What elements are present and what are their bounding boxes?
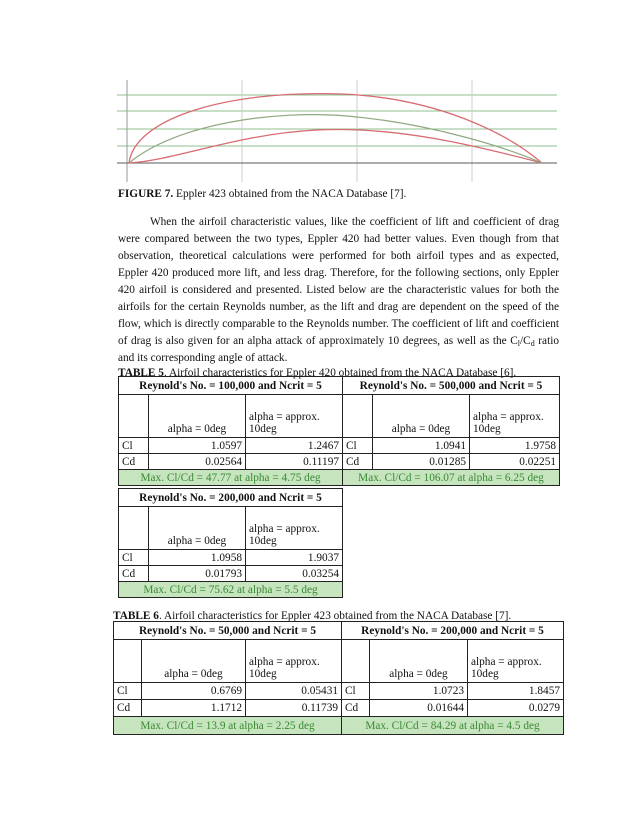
table-cell: 1.8457 — [468, 683, 564, 700]
table-cell: 0.02251 — [470, 454, 560, 470]
row-label: Cl — [114, 683, 142, 700]
column-header: alpha = 0deg — [149, 395, 246, 438]
paragraph-end-text: ratio and its corresponding angle of attack. — [118, 335, 559, 364]
blank-cell — [119, 395, 149, 438]
table-cell: 0.11197 — [246, 454, 343, 470]
max-ratio-cell: Max. Cl/Cd = 13.9 at alpha = 2.25 deg — [114, 717, 342, 735]
table-cell: 0.0279 — [468, 700, 564, 717]
max-ratio-cell: Max. Cl/Cd = 47.77 at alpha = 4.75 deg — [119, 470, 343, 486]
row-label: Cl — [119, 550, 149, 566]
row-label: Cd — [119, 566, 149, 582]
blank-cell — [114, 640, 142, 683]
table-cell: 1.0941 — [373, 438, 470, 454]
table-cell: 0.02564 — [149, 454, 246, 470]
max-ratio-cell: Max. Cl/Cd = 84.29 at alpha = 4.5 deg — [342, 717, 564, 735]
subscript-d: d — [530, 339, 535, 348]
column-header: alpha = approx. 10deg — [468, 640, 564, 683]
row-label: Cd — [342, 700, 370, 717]
table-header: Reynold's No. = 200,000 and Ncrit = 5 — [119, 489, 343, 507]
table-cell: 0.01644 — [370, 700, 468, 717]
table-header: Reynold's No. = 50,000 and Ncrit = 5 — [114, 622, 342, 640]
column-header: alpha = 0deg — [142, 640, 246, 683]
table6-caption-text: . Airfoil characteristics for Eppler 423 obtained from the NACA Database [7]. — [158, 610, 512, 622]
row-label: Cl — [343, 438, 373, 454]
table-header: Reynold's No. = 500,000 and Ncrit = 5 — [343, 377, 560, 395]
table-cell: 0.11739 — [246, 700, 342, 717]
body-paragraph — [118, 214, 559, 367]
blank-cell — [119, 507, 149, 550]
table-cell: 0.05431 — [246, 683, 342, 700]
figure-caption-text: Eppler 423 obtained from the NACA Database [7]. — [173, 188, 407, 200]
max-ratio-cell: Max. Cl/Cd = 75.62 at alpha = 5.5 deg — [119, 582, 343, 598]
table-cell: 1.1712 — [142, 700, 246, 717]
column-header: alpha = approx. 10deg — [246, 395, 343, 438]
table-header: Reynold's No. = 100,000 and Ncrit = 5 — [119, 377, 343, 395]
table-cell: 1.0958 — [149, 550, 246, 566]
paragraph-ratio-text: /C — [520, 335, 531, 347]
table-cell: 0.01793 — [149, 566, 246, 582]
table5-caption-text: . Airfoil characteristics for Eppler 420 obtained from the NACA Database [6]. — [163, 367, 517, 379]
blank-cell — [343, 395, 373, 438]
column-header: alpha = approx. 10deg — [246, 507, 343, 550]
table-cell: 1.2467 — [246, 438, 343, 454]
paragraph-text: When the airfoil characteristic values, like the coefficient of lift and coefficient of drag were compared between the two types, Eppler 420 had better values. Even though from that observation, theoretical calculations were performed for both airfoil types and as expected, Eppler 420 produced more lift, and less drag. Therefore, for the following sections, only Eppler 420 airfoil is considered and presented. Listed below are the characteristic values for both the airfoils for the certain Reynolds number, as the lift and drag are dependent on the speed of the flow, which is directly comparable to the Reynolds number. The coefficient of lift and coefficient of drag is also given for an alpha attack of approximately 10 degrees, as well as the C — [118, 216, 559, 347]
figure-caption-label: FIGURE 7. — [118, 188, 174, 200]
row-label: Cl — [342, 683, 370, 700]
table-cell: 0.6769 — [142, 683, 246, 700]
column-header: alpha = 0deg — [373, 395, 470, 438]
table-cell: 1.9758 — [470, 438, 560, 454]
table-cell: 1.0597 — [149, 438, 246, 454]
table5-bottom — [118, 488, 343, 598]
airfoil-figure — [117, 78, 557, 182]
table-cell: 1.9037 — [246, 550, 343, 566]
row-label: Cd — [343, 454, 373, 470]
table-cell: 1.0723 — [370, 683, 468, 700]
table-cell: 0.01285 — [373, 454, 470, 470]
column-header: alpha = 0deg — [149, 507, 246, 550]
table6 — [113, 621, 564, 735]
row-label: Cd — [119, 454, 149, 470]
table6-caption-label: TABLE 6 — [113, 610, 159, 622]
row-label: Cd — [114, 700, 142, 717]
column-header: alpha = approx. 10deg — [246, 640, 342, 683]
table5-top — [118, 376, 560, 486]
max-ratio-cell: Max. Cl/Cd = 106.07 at alpha = 6.25 deg — [343, 470, 560, 486]
blank-cell — [342, 640, 370, 683]
table-header: Reynold's No. = 200,000 and Ncrit = 5 — [342, 622, 564, 640]
column-header: alpha = 0deg — [370, 640, 468, 683]
table-cell: 0.03254 — [246, 566, 343, 582]
row-label: Cl — [119, 438, 149, 454]
column-header: alpha = approx. 10deg — [470, 395, 560, 438]
subscript-l: l — [517, 339, 520, 348]
table5-caption-label: TABLE 5 — [118, 367, 164, 379]
figure-caption — [118, 187, 406, 201]
